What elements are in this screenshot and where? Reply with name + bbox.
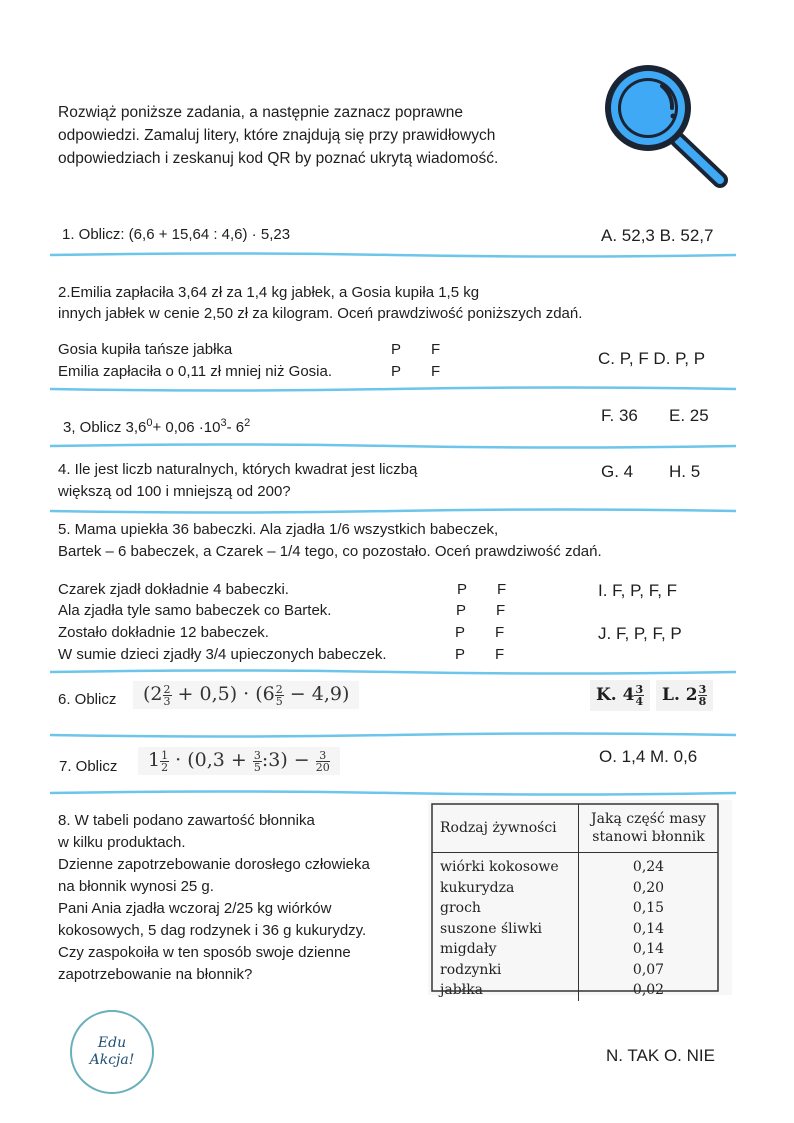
numerator: 3 (698, 683, 707, 696)
fiber-table-wrapper (428, 800, 732, 999)
q6-label: 6. Oblicz (58, 691, 117, 708)
fraction (634, 684, 644, 707)
food-name: wiórki kokosowe (432, 853, 579, 878)
q5-p-3[interactable]: P (455, 624, 466, 641)
logo-text: Edu (97, 1035, 127, 1051)
header-line: stanowi błonnik (592, 829, 705, 845)
q8-line: w kilku produktach. (58, 834, 186, 851)
fraction (275, 684, 284, 707)
denominator: 8 (698, 695, 707, 708)
numerator: 3 (316, 750, 330, 762)
q3-part: 3, Oblicz 3,6 (63, 419, 147, 436)
q5-line1: 5. Mama upiekła 36 babeczki. Ala zjadła 1/6 wszystkich babeczek, (58, 521, 499, 538)
answer-label: K. 4 (596, 685, 635, 705)
intro-line: odpowiedziach i zeskanuj kod QR by poznać ukrytą wiadomość. (58, 150, 499, 167)
q2-statement-1: Gosia kupiła tańsze jabłka (58, 341, 233, 358)
numerator: 3 (635, 683, 644, 696)
fiber-value: 0,02 (632, 982, 665, 999)
numerator: 1 (161, 748, 169, 762)
q3-text (63, 412, 250, 439)
q2-line1: 2.Emilia zapłaciła 3,64 zł za 1,4 kg jabłek, a Gosia kupiła 1,5 kg (58, 284, 480, 301)
q8-line: 8. W tabeli podano zawartość błonnika (58, 812, 315, 829)
q8-answers[interactable]: N. TAK O. NIE (606, 1046, 715, 1065)
denominator: 20 (315, 760, 330, 774)
expr-part: + 0,5) · (6 (171, 683, 275, 705)
q8-line: zapotrzebowanie na błonnik? (58, 966, 253, 983)
q5-f-2[interactable]: F (496, 602, 506, 619)
fiber-value: 0,14 (632, 941, 665, 958)
fraction (698, 684, 708, 707)
q5-p-4[interactable]: P (455, 646, 466, 663)
fiber-value: 0,20 (632, 879, 665, 896)
q4-answer-g[interactable]: G. 4 (601, 462, 634, 481)
q5-p-1[interactable]: P (457, 581, 468, 598)
q5-statement-2: Ala zjadła tyle samo babeczek co Bartek. (58, 602, 332, 619)
q2-f-1[interactable]: F (431, 341, 441, 358)
q6-expression (133, 681, 359, 709)
q1-answers[interactable]: A. 52,3 B. 52,7 (601, 226, 714, 245)
q3-exponent: 2 (244, 417, 251, 429)
numerator: 2 (163, 682, 171, 696)
q8-line: Dzienne zapotrzebowanie dorosłego człowieka (58, 856, 370, 873)
q7-answers[interactable]: O. 1,4 M. 0,6 (599, 747, 698, 766)
q5-line2: Bartek – 6 babeczek, a Czarek – 1/4 tego, co pozostało. Oceń prawdziwość zdań. (58, 543, 602, 560)
header-line: Jaką część masy (591, 811, 706, 827)
numerator: 3 (253, 748, 261, 762)
separator (50, 442, 736, 450)
fraction (160, 750, 169, 773)
expr-part: − 4,9) (283, 683, 350, 705)
q5-statement-1: Czarek zjadł dokładnie 4 babeczki. (58, 581, 289, 598)
intro-line: odpowiedzi. Zamaluj litery, które znajdują się przy prawidłowych (58, 127, 496, 144)
food-name: suszone śliwki (432, 919, 579, 940)
separator (50, 385, 736, 393)
q5-f-1[interactable]: F (497, 581, 507, 598)
instructions (58, 101, 578, 170)
q2-p-2[interactable]: P (391, 363, 402, 380)
table-frame (428, 800, 732, 995)
separator (50, 251, 736, 259)
fraction (253, 750, 262, 773)
q3-exponent: 3 (220, 417, 227, 429)
q2-p-1[interactable]: P (391, 341, 402, 358)
numerator: 2 (275, 682, 283, 696)
q3-part: + 0,06 ·10 (152, 419, 221, 436)
q8-line: Czy zaspokoiła w ten sposób swoje dzienne (58, 944, 351, 961)
denominator: 2 (161, 760, 169, 774)
q5-answer-j[interactable]: J. F, P, F, P (598, 624, 682, 643)
q5-statement-3: Zostało dokładnie 12 babeczek. (58, 624, 269, 641)
food-name: groch (432, 898, 579, 919)
logo (70, 1010, 154, 1094)
expr-part: 1 (148, 749, 161, 771)
q5-f-3[interactable]: F (495, 624, 505, 641)
food-name: rodzynki (432, 960, 579, 981)
q2-answers[interactable]: C. P, F D. P, P (598, 349, 706, 368)
fiber-value: 0,24 (632, 859, 665, 876)
fiber-value: 0,07 (632, 961, 665, 978)
food-name: jabłka (432, 980, 579, 1001)
q5-f-4[interactable]: F (495, 646, 505, 663)
q8-line: Pani Ania zjadła wczoraj 2/25 kg wiórków (58, 900, 332, 917)
q3-part: - 6 (226, 419, 245, 436)
intro-line: Rozwiąż poniższe zadania, a następnie zaznacz poprawne (58, 104, 463, 121)
answer-label: L. 2 (662, 685, 698, 705)
q5-p-2[interactable]: P (456, 602, 467, 619)
expr-part: · (0,3 + (169, 749, 253, 771)
q4-line2: większą od 100 i mniejszą od 200? (58, 483, 291, 500)
food-name: migdały (432, 939, 579, 960)
denominator: 3 (163, 694, 171, 708)
fiber-value: 0,15 (632, 900, 665, 917)
denominator: 5 (253, 760, 261, 774)
q5-statement-4: W sumie dzieci zjadły 3/4 upieczonych babeczek. (58, 646, 387, 663)
fraction (316, 750, 330, 773)
magnifier-icon (596, 56, 732, 192)
separator (50, 789, 736, 797)
fiber-value: 0,14 (632, 920, 665, 937)
expr-part: (2 (143, 683, 163, 705)
separator (50, 731, 736, 739)
separator (50, 668, 736, 676)
q2-f-2[interactable]: F (431, 363, 441, 380)
logo-text: Akcja! (89, 1052, 135, 1068)
q6-answer-k[interactable] (590, 680, 650, 711)
q3-exponent: 0 (146, 417, 153, 429)
food-name: kukurydza (432, 878, 579, 899)
q6-answer-l[interactable] (656, 680, 713, 711)
q8-text (58, 810, 370, 986)
q8-line: na błonnik wynosi 25 g. (58, 878, 214, 895)
q2-line2: innych jabłek w cenie 2,50 zł za kilogram. Oceń prawdziwość poniższych zdań. (58, 305, 583, 322)
separator (50, 507, 736, 515)
q3-answer-f[interactable]: F. 36 (601, 406, 638, 425)
denominator: 4 (635, 695, 644, 708)
q2-statement-2: Emilia zapłaciła o 0,11 zł mniej niż Gosia. (58, 363, 333, 380)
q7-expression (138, 747, 340, 775)
q3-answer-e[interactable]: E. 25 (669, 406, 709, 425)
q8-line: kokosowych, 5 dag rodzynek i 36 g kukurydzy. (58, 922, 367, 939)
q4-answer-h[interactable]: H. 5 (669, 462, 701, 481)
q4-line1: 4. Ile jest liczb naturalnych, których kwadrat jest liczbą (58, 461, 418, 478)
expr-part: :3) − (261, 749, 316, 771)
q1-text: 1. Oblicz: (6,6 + 15,64 : 4,6) · 5,23 (62, 226, 291, 243)
denominator: 5 (275, 694, 283, 708)
fraction (163, 684, 172, 707)
table-header-food: Rodzaj żywności (432, 804, 579, 853)
q7-label: 7. Oblicz (59, 758, 118, 775)
q5-answer-i[interactable]: I. F, P, F, F (598, 581, 678, 600)
